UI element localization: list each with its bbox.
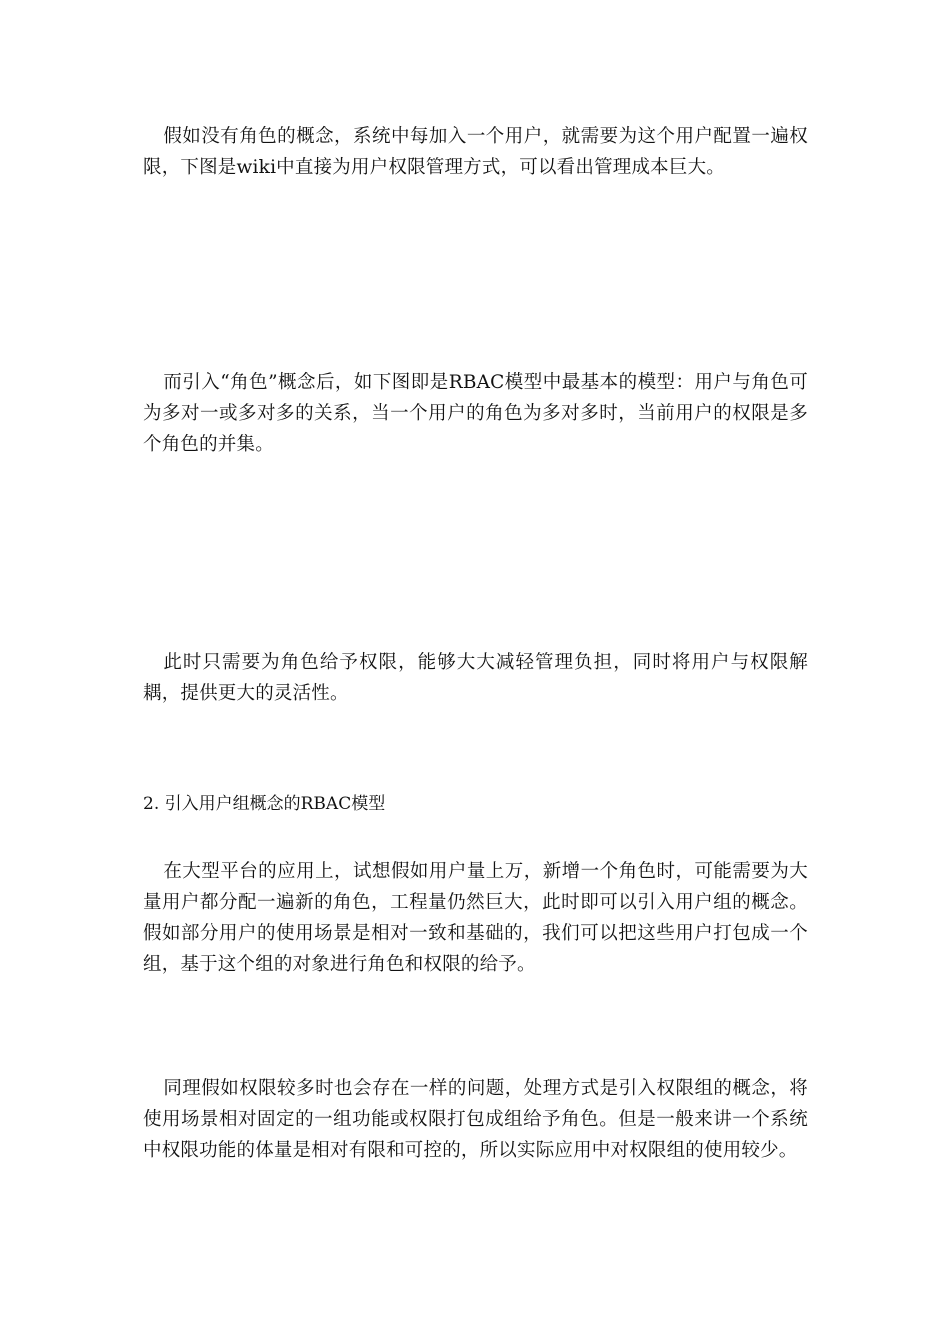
section-heading: 2. 引入用户组概念的RBAC模型: [143, 794, 386, 814]
paragraph-role-concept: 而引入“角色”概念后，如下图即是RBAC模型中最基本的模型：用户与角色可为多对一或多对多的关系，当一个用户的角色为多对多时，当前用户的权限是多个角色的并集。: [143, 372, 808, 455]
paragraph-permission-group: 同理假如权限较多时也会存在一样的问题，处理方式是引入权限组的概念，将使用场景相对固定的一组功能或权限打包成组给予角色。但是一般来讲一个系统中权限功能的体量是相对有限和可控的，所以实际应用中对权限组的使用较少。: [143, 1078, 808, 1161]
paragraph-user-group: 在大型平台的应用上，试想假如用户量上万，新增一个角色时，可能需要为大量用户都分配一遍新的角色，工程量仍然巨大，此时即可以引入用户组的概念。假如部分用户的使用场景是相对一致和基础的，我们可以把这些用户打包成一个组，基于这个组的对象进行角色和权限的给予。: [143, 861, 808, 975]
paragraph-decoupling: 此时只需要为角色给予权限，能够大大减轻管理负担，同时将用户与权限解耦，提供更大的灵活性。: [143, 652, 808, 704]
paragraph-no-role-concept: 假如没有角色的概念，系统中每加入一个用户，就需要为这个用户配置一遍权限，下图是wiki中直接为用户权限管理方式，可以看出管理成本巨大。: [143, 126, 808, 178]
